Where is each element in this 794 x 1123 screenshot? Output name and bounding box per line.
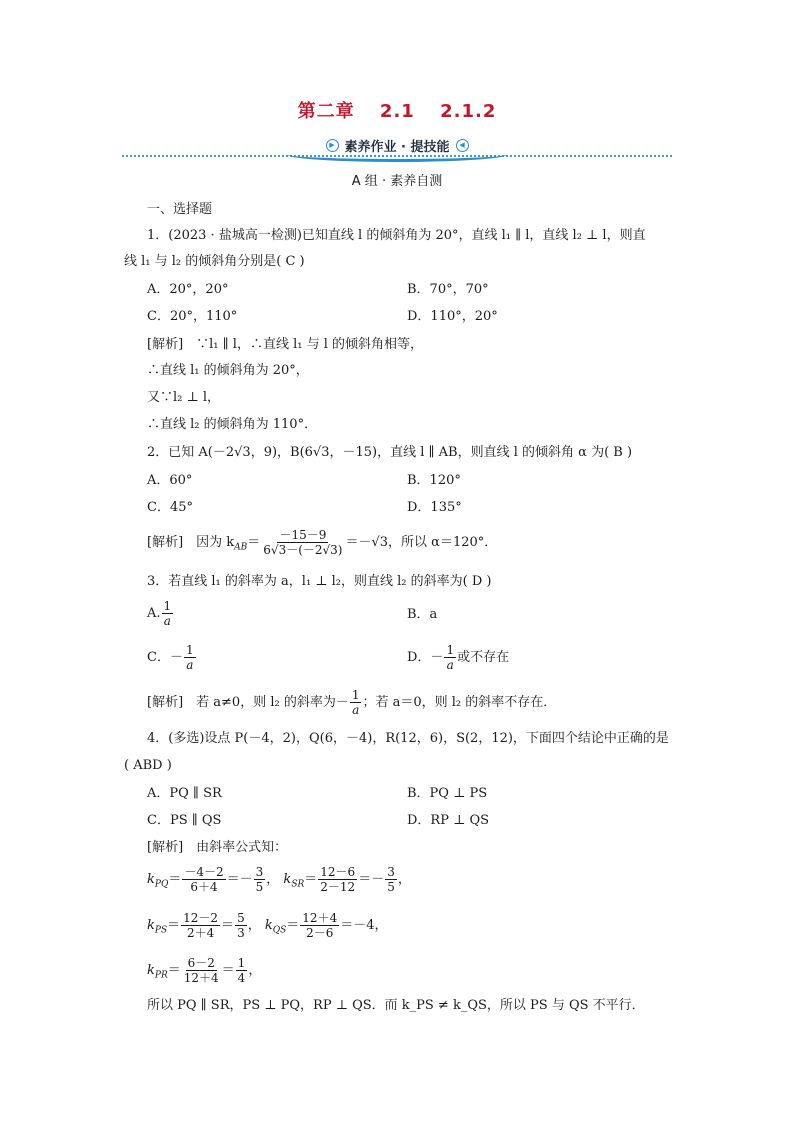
q2-option-d: D．135° [407, 500, 462, 515]
k-pr-res-num: 1 [237, 956, 246, 970]
k-qs-sub: QS [272, 925, 287, 936]
q3-opt-d-suffix: 或不存在 [457, 650, 510, 665]
section-banner [122, 132, 672, 160]
k-pr-fraction [182, 956, 221, 985]
k-sr-label: k [283, 872, 292, 887]
q3-opt-d-num: 1 [446, 643, 455, 657]
k-ps-res-num: 5 [237, 911, 245, 925]
q2-sol-fraction [261, 528, 344, 557]
page-title [0, 97, 794, 123]
play-left-icon: ◀ [456, 139, 469, 152]
k-pr-res-den: 4 [237, 971, 246, 985]
q2-sol-numerator: －15－9 [279, 528, 327, 542]
q4-slope-pr: $k_{PR}=$ $\frac{6-2}{12+4}$ ＝ $\frac{1}{4}$ ， [147, 956, 262, 985]
subsection-label: 2.1.2 [440, 101, 497, 122]
k-ps-result [235, 911, 247, 940]
q3-opt-d-den: a [446, 658, 454, 672]
q3-sol-fraction [350, 688, 362, 717]
q2-stem: 2．已知 A(－2√3，9)，B(6√3，－15)，直线 l ∥ AB，则直线 l 的倾斜角 α 为( B ) [147, 445, 633, 460]
k-pq-result [254, 865, 266, 894]
k-pq-den: 6＋4 [190, 880, 218, 894]
k-pr-sub: PR [154, 970, 168, 981]
q1-option-b: B．70°，70° [407, 282, 489, 297]
q1-solution-4: ∴直线 l₂ 的倾斜角为 110°． [147, 417, 318, 432]
q4-option-c: C．PS ∥ QS [147, 813, 222, 828]
k-qs-fraction [300, 911, 339, 940]
q4-stem-line2: ( ABD ) [124, 758, 172, 773]
q3-opt-a-prefix: A. [147, 606, 161, 621]
q2-sol-prefix: [解析] 因为 k [147, 535, 235, 550]
section-heading: 一、选择题 [147, 202, 213, 217]
k-sr-fraction [318, 865, 357, 894]
q3-opt-c-num: 1 [185, 643, 194, 657]
q4-option-a: A．PQ ∥ SR [147, 786, 222, 801]
q1-solution-3: 又∵l₂ ⊥ l， [147, 390, 221, 405]
q3-opt-d-prefix: D．－ [407, 650, 444, 665]
q3-opt-a-den: a [163, 614, 171, 628]
k-pr-result [236, 956, 248, 985]
k-ps-sub: PS [154, 925, 168, 936]
q3-sol-suffix: ；若 a＝0，则 l₂ 的斜率不存在． [362, 695, 557, 710]
q1-solution-2: ∴直线 l₁ 的倾斜角为 20°， [147, 363, 309, 378]
banner-arc [287, 147, 507, 162]
k-ps-label: k [147, 918, 155, 933]
q1-option-a: A．20°，20° [147, 282, 229, 297]
q2-sol-sub: AB [234, 542, 248, 553]
k-sr-result [385, 865, 397, 894]
k-pr-den: 12＋4 [183, 971, 219, 985]
q3-sol-num: 1 [351, 688, 360, 702]
k-pq-num: －4－2 [184, 865, 224, 879]
q2-sol-denominator: 6√3－(－2√3) [263, 543, 343, 557]
section-label: 2.1 [379, 101, 415, 122]
k-qs-num: 12＋4 [302, 911, 338, 925]
banner-box [297, 135, 497, 155]
k-ps-fraction [181, 911, 220, 940]
q1-stem-line1: 1．(2023 · 盐城高一检测)已知直线 l 的倾斜角为 20°，直线 l₁ ∥ l，直线 l₂ ⊥ l，则直 [147, 228, 646, 243]
q3-sol-prefix: [解析] 若 a≠0，则 l₂ 的斜率为－ [147, 695, 349, 710]
q4-slope-ps-qs: $k_{PS}=$ $\frac{12-2}{2+4}$ ＝ $\frac{5}{3}$ ， $k_{QS}=$ $\frac{12+4}{2-6}$ ＝－4， [147, 911, 388, 940]
q4-slope-pq-sr: $k_{PQ}=$ $\frac{-4-2}{6+4}$ ＝－ $\frac{3}{5}$ ， $k_{SR}=$ $\frac{12-6}{2-12}$ ＝－ $\frac{3}{5}$ ， [147, 865, 411, 894]
k-ps-num: 12－2 [183, 911, 219, 925]
q1-stem-line2: 线 l₁ 与 l₂ 的倾斜角分别是( C ) [124, 254, 305, 269]
k-sr-res-num: 3 [387, 865, 395, 879]
k-pq-fraction [182, 865, 225, 894]
q4-solution-intro: [解析] 由斜率公式知： [147, 840, 288, 855]
q3-opt-a-fraction [162, 599, 174, 628]
k-pr-label: k [147, 963, 155, 978]
q3-option-b: B．a [407, 607, 438, 622]
q2-option-b: B．120° [407, 473, 461, 488]
q3-solution [147, 687, 556, 719]
q2-option-c: C．45° [147, 500, 193, 515]
k-sr-den: 2－12 [320, 880, 356, 894]
q3-option-a [147, 598, 174, 630]
k-sr-res-den: 5 [387, 880, 395, 894]
q1-solution-1: [解析] ∵l₁ ∥ l，∴直线 l₁ 与 l 的倾斜角相等， [147, 337, 423, 352]
q3-opt-c-prefix: C．－ [147, 650, 183, 665]
q3-opt-c-fraction [184, 643, 196, 672]
q4-stem-line1: 4．(多选)设点 P(－4，2)，Q(6，－4)，R(12，6)，S(2，12)，下面四个结论中正确的是 [147, 731, 669, 746]
q3-option-c [147, 642, 197, 674]
k-qs-den: 2－6 [306, 926, 334, 940]
q4-option-b: B．PQ ⊥ PS [407, 786, 488, 801]
k-ps-den: 2＋4 [186, 926, 215, 940]
k-sr-num: 12－6 [320, 865, 356, 879]
k-qs-result: ＝－4， [340, 918, 388, 933]
q3-sol-den: a [352, 703, 360, 717]
group-label: A 组 · 素养自测 [351, 174, 443, 189]
k-pq-label: k [147, 872, 155, 887]
play-right-icon: ▶ [326, 139, 339, 152]
q4-option-d: D．RP ⊥ QS [407, 813, 490, 828]
k-pq-res-num: 3 [255, 865, 264, 879]
k-pq-sub: PQ [154, 879, 169, 890]
q2-sol-suffix: ＝－√3，所以 α＝120°． [345, 535, 498, 550]
banner-text: 素养作业 · 提技能 [344, 139, 450, 155]
k-pr-num: 6－2 [187, 956, 215, 970]
q4-conclusion: 所以 PQ ∥ SR，PS ⊥ PQ，RP ⊥ QS．而 k_PS ≠ k_QS，所以 PS 与 QS 不平行． [147, 998, 645, 1013]
k-qs-label: k [264, 918, 273, 933]
q3-opt-c-den: a [186, 658, 194, 672]
q1-option-c: C．20°，110° [147, 309, 238, 324]
chapter-label: 第二章 [297, 101, 355, 122]
q3-opt-a-num: 1 [163, 599, 172, 613]
k-pq-res-den: 5 [255, 880, 264, 894]
q2-option-a: A．60° [147, 473, 193, 488]
q2-solution: [解析] 因为 $k_{AB}=$ $\frac{-15-9}{6√3-(-2√3)}$ ＝－√3，所以 α＝120°． [147, 528, 498, 557]
k-ps-res-den: 3 [237, 926, 245, 940]
k-sr-sub: SR [291, 879, 305, 890]
q3-option-d [407, 642, 509, 674]
q3-stem: 3．若直线 l₁ 的斜率为 a，l₁ ⊥ l₂，则直线 l₂ 的斜率为( D ) [147, 574, 492, 589]
q1-option-d: D．110°，20° [407, 309, 498, 324]
q3-opt-d-fraction [444, 643, 456, 672]
